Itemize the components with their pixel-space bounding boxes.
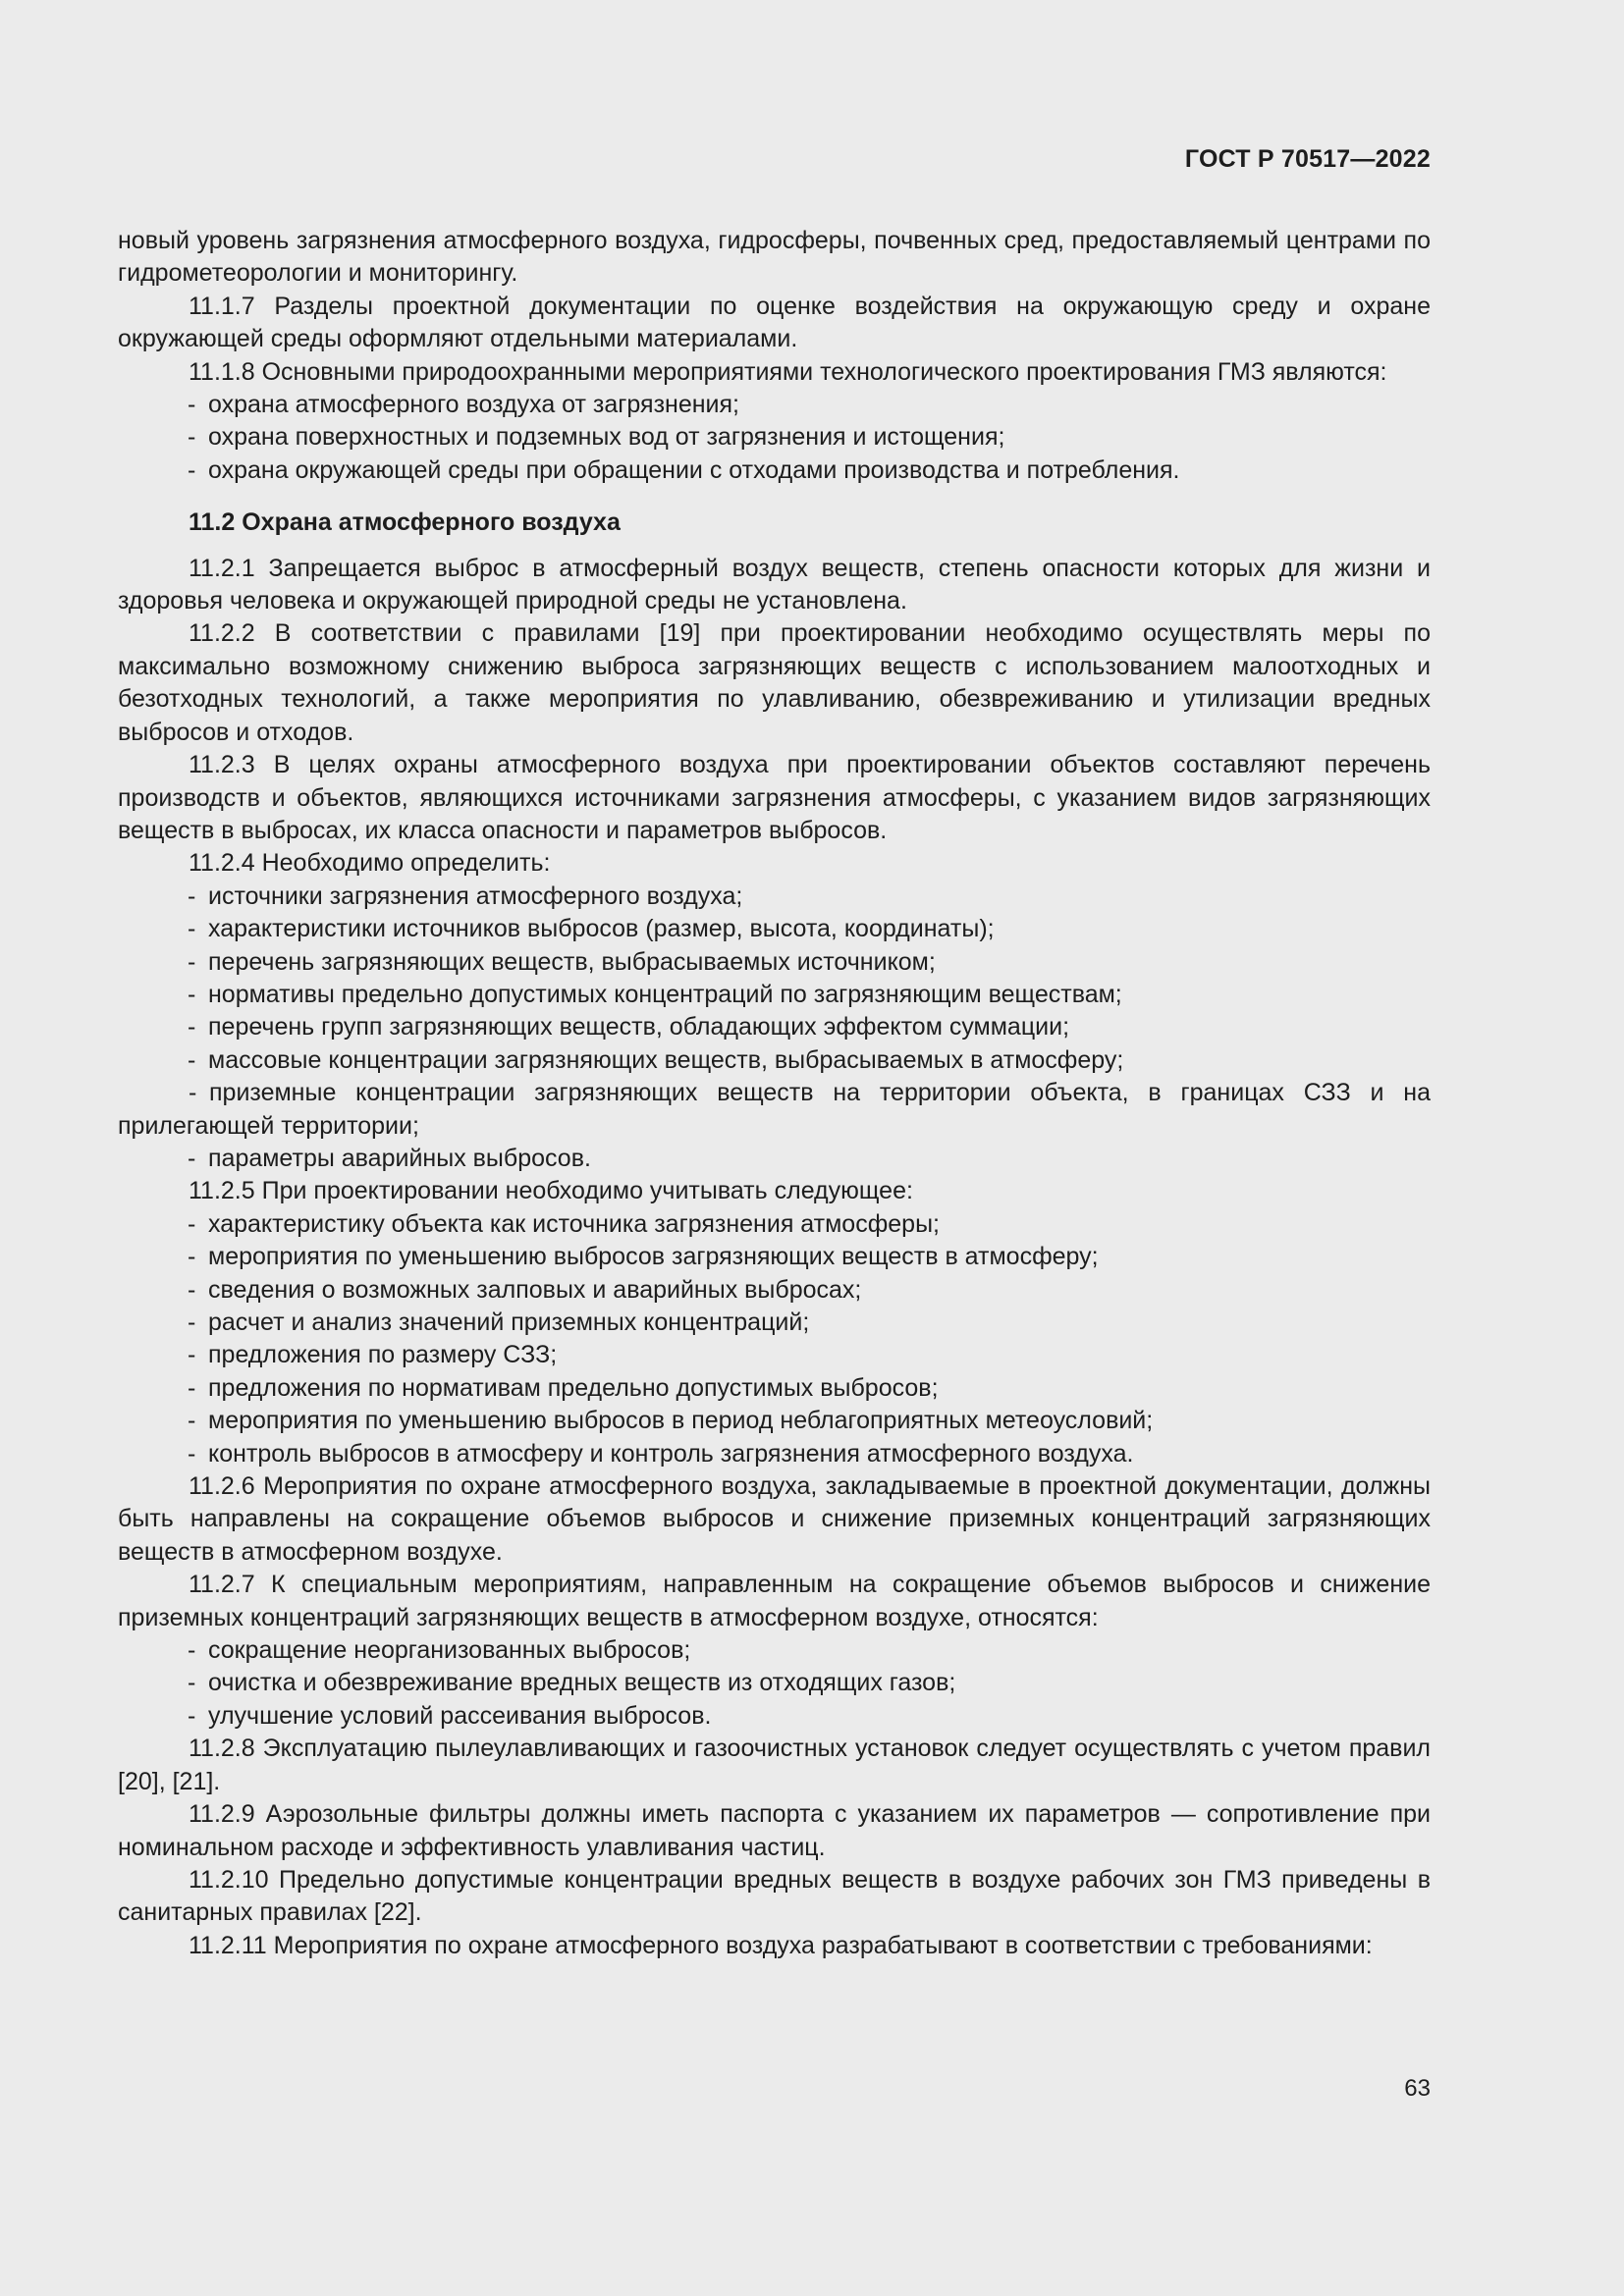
list-item [118,1307,1431,1339]
list-item [118,1339,1431,1371]
list-item [118,946,1431,979]
paragraph-text: 11.2.9 Аэрозольные фильтры должны иметь паспорта с указанием их параметров — сопротивление при номинальном расходе и эффективность улавливания частиц. [118,1800,1431,1861]
list-item-text: предложения по размеру СЗЗ; [208,1341,558,1369]
list-item-text: перечень групп загрязняющих веществ, обладающих эффектом суммации; [208,1013,1070,1041]
list-item-text: перечень загрязняющих веществ, выбрасываемых источником; [208,947,936,976]
list-bullet: - [188,980,196,1008]
list-bullet: - [189,1079,197,1107]
list-item [118,1634,1431,1667]
clause-paragraph [118,749,1431,847]
list-bullet: - [188,423,196,452]
clause-paragraph [118,1798,1431,1864]
list-item [118,1372,1431,1405]
list-item-text: контроль выбросов в атмосферу и контроль загрязнения атмосферного воздуха. [208,1439,1134,1468]
paragraph-text: 11.2.10 Предельно допустимые концентрации вредных веществ в воздухе рабочих зон ГМЗ приведены в санитарных правилах [22]. [118,1865,1431,1927]
list-bullet: - [188,1636,196,1665]
list-item-text: предложения по нормативам предельно допустимых выбросов; [208,1373,939,1402]
list-item [118,1241,1431,1273]
paragraph-text: новый уровень загрязнения атмосферного воздуха, гидросферы, почвенных сред, предоставляемый центрами по гидрометеорологии и мониторингу. [118,227,1431,288]
list-item-text: охрана поверхностных и подземных вод от загрязнения и истощения; [208,423,1005,452]
clause-paragraph [118,1864,1431,1930]
paragraph-text: 11.2.2 В соответствии с правилами [19] при проектировании необходимо осуществлять меры по максимально возможному снижению выброса загрязняющих веществ с использованием малоотходных и безотходных технологий, а также мероприятия по улавливанию, обезвреживанию и утилизации вредных выбросов и отходов. [118,619,1431,746]
list-bullet: - [188,1308,196,1336]
list-item [118,389,1431,421]
list-item-text: сокращение неорганизованных выбросов; [208,1636,691,1665]
paragraph-text: 11.2.4 Необходимо определить: [189,849,551,878]
list-bullet: - [188,1407,196,1435]
list-item [118,1274,1431,1307]
list-item [118,913,1431,945]
paragraph-text: 11.2.8 Эксплуатацию пылеулавливающих и газоочистных установок следует осуществлять с учетом правил [20], [21]. [118,1735,1431,1795]
paragraph-text: 11.2.5 При проектировании необходимо учитывать следующее: [189,1177,913,1205]
list-item-text: расчет и анализ значений приземных концентраций; [208,1308,810,1336]
list-item-text: характеристики источников выбросов (размер, высота, координаты); [208,915,995,943]
document-header: ГОСТ Р 70517—2022 [1184,145,1431,173]
section-heading [118,507,1431,539]
list-item-text: улучшение условий рассеивания выбросов. [208,1701,712,1730]
list-item-text: характеристику объекта как источника загрязнения атмосферы; [208,1209,940,1238]
list-bullet: - [188,1439,196,1468]
paragraph-text: 11.2.11 Мероприятия по охране атмосферного воздуха разрабатывают в соответствии с требованиями: [189,1931,1373,1959]
list-item-text: нормативы предельно допустимых концентраций по загрязняющим веществам; [208,980,1122,1008]
list-item [118,1438,1431,1470]
page-number: 63 [1404,2075,1431,2102]
list-bullet: - [188,1341,196,1369]
list-bullet: - [188,947,196,976]
clause-paragraph [118,356,1431,389]
list-item [118,881,1431,913]
list-bullet: - [188,455,196,484]
paragraph-text: 11.2.7 К специальным мероприятиям, направленным на сокращение объемов выбросов и снижение приземных концентраций загрязняющих веществ в атмосферном воздухе, относятся: [118,1571,1431,1631]
list-item-text: массовые концентрации загрязняющих веществ, выбрасываемых в атмосферу; [208,1045,1124,1074]
clause-paragraph [118,291,1431,356]
paragraph-text: 11.2.1 Запрещается выброс в атмосферный воздух веществ, степень опасности которых для жизни и здоровья человека и окружающей природной среды не установлена. [118,554,1431,615]
list-item [118,1044,1431,1077]
section-heading-text: 11.2 Охрана атмосферного воздуха [189,508,621,537]
list-item [118,421,1431,454]
clause-paragraph [118,1569,1431,1634]
clause-paragraph [118,1930,1431,1962]
list-item [118,1077,1431,1143]
list-item-text: охрана окружающей среды при обращении с отходами производства и потребления. [208,455,1180,484]
list-bullet: - [188,1373,196,1402]
list-item [118,1143,1431,1175]
list-item [118,1667,1431,1699]
list-item-text: мероприятия по уменьшению выбросов загрязняющих веществ в атмосферу; [208,1243,1099,1271]
list-item [118,1700,1431,1733]
list-item-text: мероприятия по уменьшению выбросов в период неблагоприятных метеоусловий; [208,1407,1154,1435]
clause-paragraph [118,1733,1431,1798]
list-bullet: - [188,1144,196,1172]
list-item-text: источники загрязнения атмосферного воздуха; [208,881,743,910]
list-item [118,1405,1431,1437]
list-bullet: - [188,1013,196,1041]
list-bullet: - [188,391,196,419]
list-item-text: охрана атмосферного воздуха от загрязнения; [208,391,740,419]
clause-paragraph [118,847,1431,880]
clause-paragraph [118,1175,1431,1207]
list-bullet: - [188,881,196,910]
list-bullet: - [188,1701,196,1730]
clause-paragraph [118,1470,1431,1569]
list-item-text: сведения о возможных залповых и аварийных выбросах; [208,1275,862,1304]
list-bullet: - [188,1243,196,1271]
list-item [118,979,1431,1011]
paragraph-text: 11.1.7 Разделы проектной документации по оценке воздействия на окружающую среду и охране окружающей среды оформляют отдельными материалами. [118,292,1431,353]
paragraph-text: 11.1.8 Основными природоохранными мероприятиями технологического проектирования ГМЗ являются: [189,357,1387,386]
clause-paragraph [118,617,1431,749]
list-bullet: - [188,915,196,943]
clause-paragraph [118,553,1431,618]
list-bullet: - [188,1209,196,1238]
list-item-text: параметры аварийных выбросов. [208,1144,591,1172]
list-bullet: - [188,1669,196,1697]
document-body [118,225,1431,1962]
list-item [118,1011,1431,1043]
paragraph-text: 11.2.3 В целях охраны атмосферного воздуха при проектировании объектов составляют перечень производств и объектов, являющихся источниками загрязнения атмосферы, с указанием видов загрязняющих веществ в выбросах, их класса опасности и параметров выбросов. [118,751,1431,844]
list-item [118,454,1431,487]
list-item [118,1208,1431,1241]
continued-paragraph [118,225,1431,291]
list-item-text: приземные концентрации загрязняющих веществ на территории объекта, в границах СЗЗ и на прилегающей территории; [118,1079,1431,1140]
paragraph-text: 11.2.6 Мероприятия по охране атмосферного воздуха, закладываемые в проектной документации, должны быть направлены на сокращение объемов выбросов и снижение приземных концентраций загрязняющих веществ в атмосферном воздухе. [118,1472,1431,1566]
list-bullet: - [188,1045,196,1074]
list-item-text: очистка и обезвреживание вредных веществ из отходящих газов; [208,1669,956,1697]
list-bullet: - [188,1275,196,1304]
